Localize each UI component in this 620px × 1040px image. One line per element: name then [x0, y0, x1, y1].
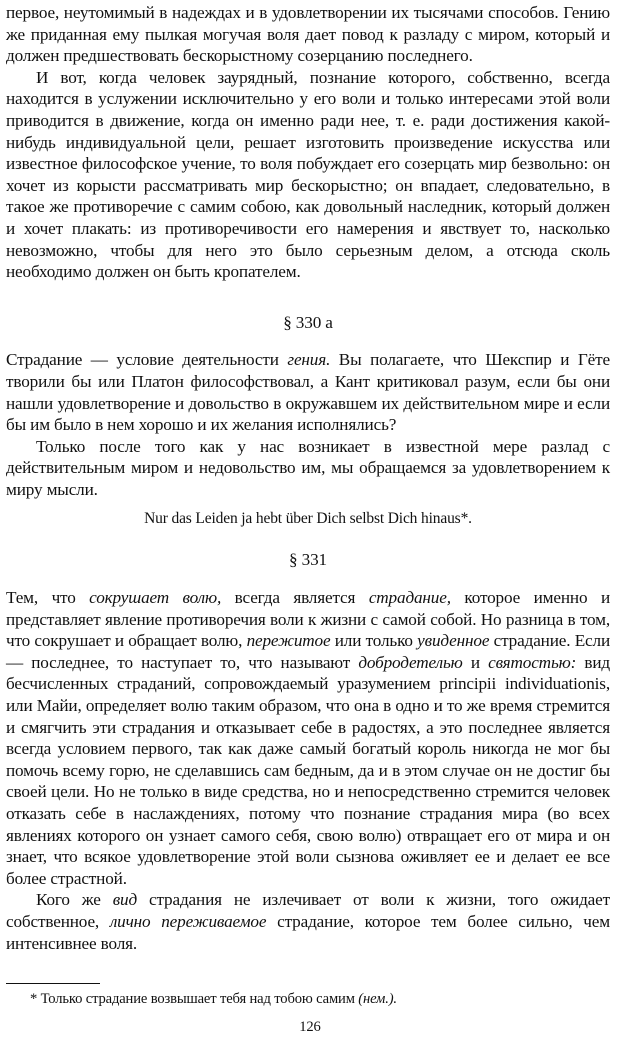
paragraph-ordinary-man: И вот, когда человек заурядный, познание которого, собственно, всегда находится в услужении исключительно у его воли и только интересами этой воли приводится в движение, когда он именно ради нее, т. е. ради достижения какой-нибудь индивидуальной цели, решает изготовить произведение искусства или известное философское учение, то воля побуждает его созерцать мир безвольно: он хочет из корысти рассматривать мир бескорыстно; он впадает, следовательно, в такое же противоречие с самим собою, как довольный наследник, который должен и хочет плакать: из противоречивости его намерения и явствует то, насколько невозможно, чтобы для него это было серьезным делом, а отсюда сколь необходимо должен он быть кропателем.	[6, 67, 610, 282]
german-epigraph: Nur das Leiden ja hebt über Dich selbst Dich hinaus*.	[144, 510, 472, 528]
section-heading-330a: § 330 a	[283, 312, 333, 332]
text-run: страдания не излечивает от воли к жизни, того ожидает собственное,	[6, 890, 610, 931]
paragraph-continuation: первое, неутомимый в надеждах и в удовлетворении их тысячами способов. Гению же приданная ему пылкая могучая воля дает повод к разладу с миром, который и должен предшествовать бескорыстному созерцанию последнего.	[6, 3, 610, 66]
text-run: и	[462, 652, 489, 672]
text-run: страдание. Если — последнее, то наступает то, что называют	[6, 631, 611, 672]
footnote-separator	[6, 983, 100, 984]
text-run: которое именно и представляет явление противоречия воли к жизни с самой собой. Но разница в том, что сокрушает и обращает волю,	[6, 588, 610, 651]
text-run: всегда является	[221, 588, 369, 608]
paragraph-personal-suffering	[6, 889, 610, 954]
text-run: Вы полагаете, что Шекспир и Гёте творили бы или Платон философствовал, а Кант критиковал разум, если бы они нашли удовлетворение и довольство в окружавшем их действительном мире и если бы им было в нем хорошо и их желания исполнялись?	[6, 350, 610, 435]
emphasis: святостью:	[488, 652, 577, 672]
text-run: страдание, которое тем более сильно, чем интенсивнее воля.	[6, 911, 610, 953]
paragraph-world-of-thought: Только после того как у нас возникает в известной мере разлад с действительным миром и недовольство им, мы обращаемся за удовлетворением к миру мысли.	[6, 436, 610, 499]
emphasis: добродетелью	[358, 652, 463, 672]
page-number: 126	[299, 1019, 321, 1035]
paragraph-suffering-genius	[6, 349, 610, 435]
emphasis: увиденное	[417, 631, 490, 651]
emphasis: вид	[112, 890, 138, 910]
text-run: Страдание — условие деятельности	[6, 350, 288, 370]
emphasis: пережитое	[246, 631, 331, 651]
emphasis: сокрушает волю,	[89, 588, 222, 608]
emphasis: страдание,	[368, 588, 451, 608]
emphasis-genius: гения.	[287, 350, 331, 370]
text-run: Тем, что	[6, 588, 90, 608]
emphasis: лично переживаемое	[109, 911, 267, 931]
text-run: Кого же	[36, 890, 113, 910]
footnote	[6, 990, 606, 1008]
text-run: вид бесчисленных страданий, сопровождаемый уразумением principii individuationis, или Майи, определяет волю таким образом, что она в одно и то же время стремится и смягчить эти страдания и отказывает себе в радостях, а это последнее является всегда условием первого, так как даже самый богатый король никогда не мог бы помочь всему горю, не сделавшись сам бедным, да и в этом случае он не достиг бы своей цели. Но не только в виде средства, но и непосредственно стремится человек отказать себе в наслаждениях, потому что познание страдания мира (во всех явлениях которого он узнает самого себя, свою волю) отвращает его от мира и он знает, что всякое удовлетворение этой воли сызнова оживляет ее и делает ее все более страстной.	[6, 652, 611, 888]
paragraph-breaking-will	[6, 587, 610, 889]
section-heading-331: § 331	[289, 550, 327, 570]
text-run: или только	[330, 631, 418, 651]
footnote-emphasis: (нем.).	[358, 991, 397, 1007]
footnote-text: * Только страдание возвышает тебя над тобою самим	[30, 991, 359, 1007]
